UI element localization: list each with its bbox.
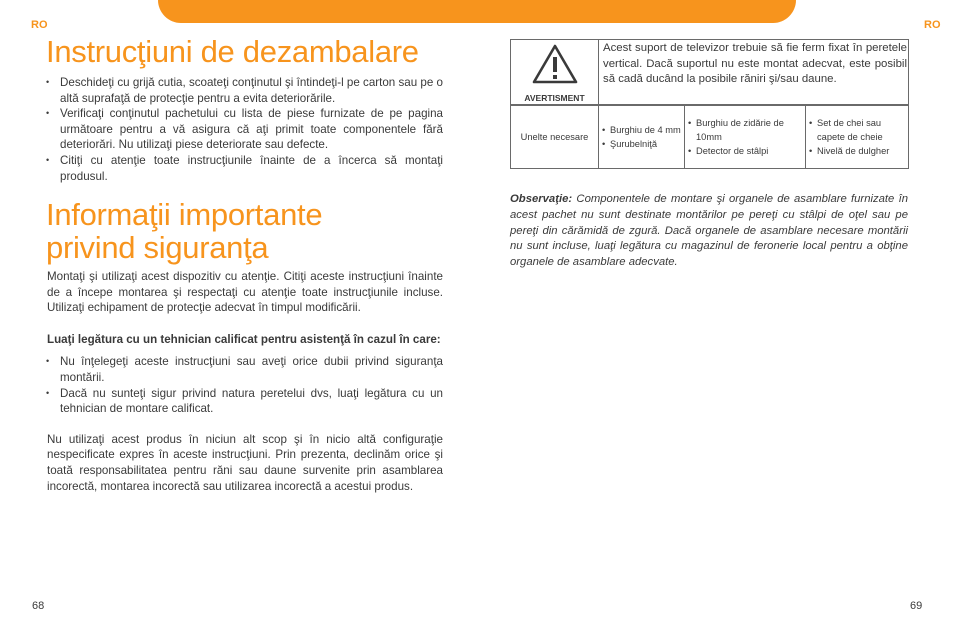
safety-title-line2: privind siguranţa bbox=[46, 230, 269, 265]
disclaimer: Nu utilizaţi acest produs în niciun alt scop şi în nicio altă configuraţie nespecificate expres în aceste instrucţiuni. Prin prezenta, declinăm orice şi toată responsabilitatea pentru răni sau daune survenite prin asamblarea incorectă, montarea incorectă sau utilizarea incorectă a acestui produs. bbox=[47, 432, 443, 493]
list-item: • Set de chei sau capete de cheie bbox=[807, 116, 907, 144]
list-item: • Deschideţi cu grijă cutia, scoateţi conţinutul şi întindeţi-l pe carton sau pe o altă suprafaţă de protecţie pentru a evita deteriorările. bbox=[47, 75, 443, 106]
unpacking-list bbox=[47, 75, 443, 184]
language-code-left: RO bbox=[31, 19, 48, 31]
tools-table bbox=[510, 105, 909, 169]
warning-box bbox=[510, 39, 909, 105]
header-tab bbox=[158, 0, 796, 23]
safety-title-line1: Informaţii importante bbox=[46, 197, 323, 232]
list-item: • Şurubelniţă bbox=[600, 137, 683, 151]
warning-triangle-icon bbox=[532, 44, 578, 84]
safety-title bbox=[46, 198, 322, 264]
safety-section bbox=[47, 269, 443, 494]
tools-column-3 bbox=[806, 106, 909, 169]
list-item: • Verificaţi conţinutul pachetului cu lista de piese furnizate de pe pagina următoare pentru a vă asigura că aţi primit toate componentele fără deteriorări. Nu utilizaţi piese deteriorate sau defecte. bbox=[47, 106, 443, 153]
warning-icon-cell bbox=[511, 40, 599, 105]
list-item: • Burghiu de 4 mm bbox=[600, 123, 683, 137]
list-item: • Nivelă de dulgher bbox=[807, 144, 907, 158]
safety-intro: Montaţi şi utilizaţi acest dispozitiv cu atenţie. Citiţi aceste instrucţiuni înainte de a începe montarea şi respectaţi cu atenţie toate instrucţiunile incluse. Utilizaţi echipament de protecţie adecvat în timpul modificării. bbox=[47, 270, 443, 315]
list-item: • Dacă nu sunteţi sigur privind natura peretelui dvs, luaţi legătura cu un tehnician de montare calificat. bbox=[47, 386, 443, 417]
tools-column-1 bbox=[599, 106, 685, 169]
warning-label: AVERTISMENT bbox=[524, 93, 585, 103]
unpacking-list-wrap bbox=[47, 75, 443, 184]
warning-text: Acest suport de televizor trebuie să fie ferm fixat în peretele vertical. Dacă suportul nu este montat adecvat, este posibil să cadă ducând la posibile răniri şi/sau daune. bbox=[599, 40, 909, 105]
list-item: • Burghiu de zidărie de 10mm bbox=[686, 116, 804, 144]
tools-column-2 bbox=[685, 106, 806, 169]
note-text: Componentele de montare şi organele de asamblare furnizate în acest pachet nu sunt destinate montărilor pe pereţi cu stâlpi de oţel sau pe pereţi din cărămidă de zgură. Dacă organele de asamblare necesare montării nu sunt incluse, luaţi legătura cu magazinul de feronerie local pentru a obţine organele de asamblare adecvate. bbox=[510, 193, 908, 269]
page-number-left: 68 bbox=[32, 600, 45, 612]
page-number-right: 69 bbox=[910, 600, 923, 612]
contact-heading: Luaţi legătura cu un tehnician calificat pentru asistenţă în cazul în care: bbox=[47, 332, 441, 346]
list-item: • Citiţi cu atenţie toate instrucţiunile înainte de a încerca să montaţi produsul. bbox=[47, 153, 443, 184]
language-code-right: RO bbox=[924, 19, 941, 31]
tools-label: Unelte necesare bbox=[511, 106, 599, 169]
note-label: Observaţie: bbox=[510, 193, 573, 205]
list-item: • Detector de stâlpi bbox=[686, 144, 804, 158]
contact-list bbox=[47, 354, 443, 416]
note-paragraph bbox=[510, 192, 908, 271]
unpacking-title: Instrucţiuni de dezambalare bbox=[46, 34, 419, 69]
list-item: • Nu înţelegeţi aceste instrucţiuni sau aveţi orice dubii privind siguranţa montării. bbox=[47, 354, 443, 385]
